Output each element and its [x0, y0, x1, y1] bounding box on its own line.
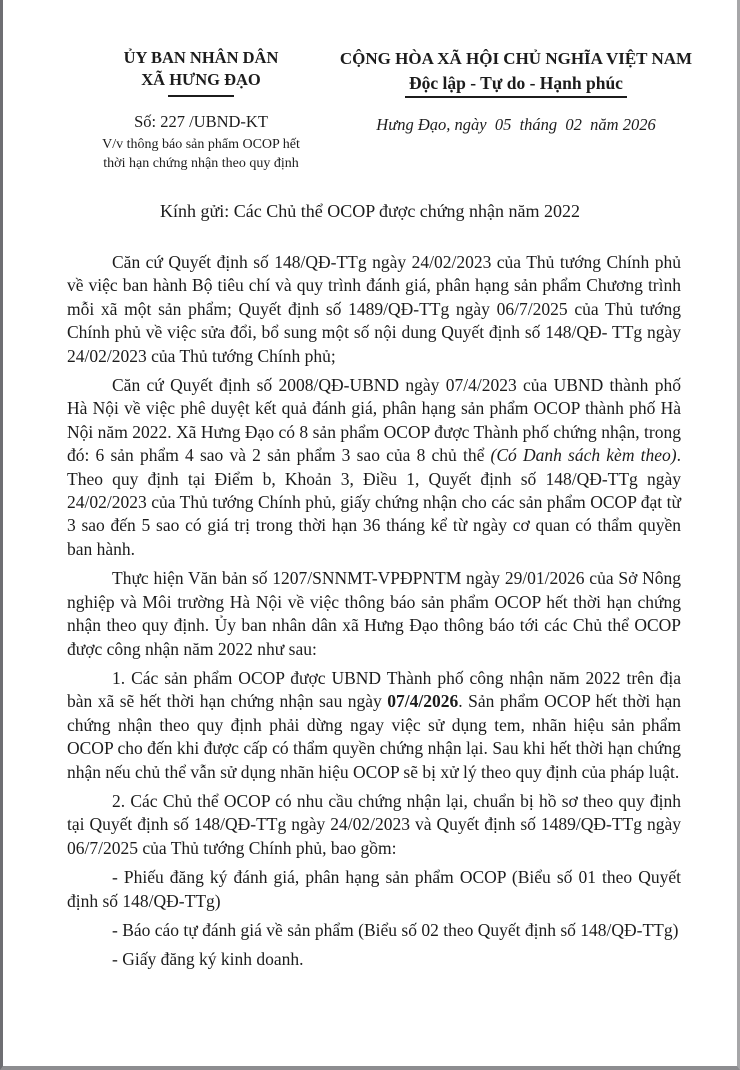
body-paragraph-1: Căn cứ Quyết định số 148/QĐ-TTg ngày 24/02/2023 của Thủ tướng Chính phủ về việc ban hành Bộ tiêu chí và quy trình đánh giá, phân hạng sản phẩm Chương trình mỗi xã một sản phẩm; Quyết định số 1489/QĐ-TTg ngày 06/7/2025 của Thủ tướng Chính phủ về việc sửa đổi, bổ sung một số nội dung Quyết định số 148/QĐ- TTg ngày 24/02/2023 của Thủ tướng Chính phủ;: [67, 252, 681, 366]
document-subject: [63, 135, 339, 173]
salutation: Kính gửi: Các Chủ thể OCOP được chứng nhận năm 2022: [159, 201, 581, 221]
body-paragraph-2: Căn cứ Quyết định số 2008/QĐ-UBND ngày 07/4/2023 của UBND thành phố Hà Nội về việc phê duyệt kết quả đánh giá, phân hạng sản phẩm OCOP thành phố Hà Nội năm 2022. Xã Hưng Đạo có 8 sản phẩm OCOP được Thành phố chứng nhận, trong đó: 6 sản phẩm 4 sao và 2 sản phẩm 3 sao của 8 chủ thể (Có Danh sách kèm theo). Theo quy định tại Điểm b, Khoản 3, Điều 1, Quyết định số 148/QĐ-TTg ngày 24/02/2023 của Thủ tướng Chính phủ, giấy chứng nhận cho các sản phẩm OCOP đạt từ 3 sao đến 5 sao có giá trị trong thời hạn 36 tháng kể từ ngày cơ quan có thẩm quyền ban hành.: [67, 375, 681, 559]
body-paragraph-8: - Giấy đăng ký kinh doanh.: [112, 949, 304, 970]
body-paragraph-3: Thực hiện Văn bản số 1207/SNNMT-VPĐPNTM ngày 29/01/2026 của Sở Nông nghiệp và Môi trường Hà Nội về việc thông báo sản phẩm OCOP hết thời hạn chứng nhận theo quy định. Ủy ban nhân dân xã Hưng Đạo thông báo tới các Chủ thể OCOP được công nhận năm 2022 như sau:: [67, 568, 681, 659]
body-paragraph-4: 1. Các sản phẩm OCOP được UBND Thành phố công nhận năm 2022 trên địa bàn xã sẽ hết thời hạn chứng nhận sau ngày 07/4/2026. Sản phẩm OCOP hết thời hạn chứng nhận theo quy định phải dừng ngay việc sử dụng tem, nhãn hiệu sản phẩm OCOP cho đến khi được cấp có thẩm quyền chứng nhận lại. Sau khi hết thời hạn chứng nhận nếu chủ thể vẫn sử dụng nhãn hiệu OCOP sẽ bị xử lý theo quy định của pháp luật.: [67, 667, 681, 782]
issuer-parent-org: ỦY BAN NHÂN DÂN: [123, 48, 279, 67]
place-and-date: Hưng Đạo, ngày 05 tháng 02 năm 2026: [376, 115, 656, 134]
national-motto-wrap: [339, 72, 693, 98]
national-title: CỘNG HÒA XÃ HỘI CHỦ NGHĨA VIỆT NAM: [339, 49, 693, 68]
body-paragraph-5: 2. Các Chủ thể OCOP có nhu cầu chứng nhận lại, chuẩn bị hồ sơ theo quy định tại Quyết định số 148/QĐ-TTg ngày 24/02/2023 và Quyết định số 1489/QĐ-TTg ngày 06/7/2025 của Thủ tướng Chính phủ, bao gồm:: [67, 790, 681, 858]
document-number: Số: 227 /UBND-KT: [134, 112, 268, 131]
letter-body: [3, 251, 737, 972]
body-paragraph-6: - Phiếu đăng ký đánh giá, phân hạng sản phẩm OCOP (Biểu số 01 theo Quyết định số 148/QĐ-TTg): [67, 867, 681, 911]
letter-header: [3, 47, 737, 173]
body-paragraph-7: - Báo cáo tự đánh giá về sản phẩm (Biểu số 02 theo Quyết định số 148/QĐ-TTg): [112, 919, 679, 940]
issuer-underline: [168, 95, 234, 97]
national-motto: Độc lập - Tự do - Hạnh phúc: [405, 72, 627, 98]
issuer-block: [63, 47, 339, 173]
issuer-org-name: XÃ HƯNG ĐẠO: [141, 70, 261, 89]
subject-line-1: V/v thông báo sản phẩm OCOP hết: [102, 137, 300, 152]
subject-line-2: thời hạn chứng nhận theo quy định: [103, 156, 299, 171]
national-header-block: [339, 47, 693, 173]
letter-content: [3, 0, 737, 972]
